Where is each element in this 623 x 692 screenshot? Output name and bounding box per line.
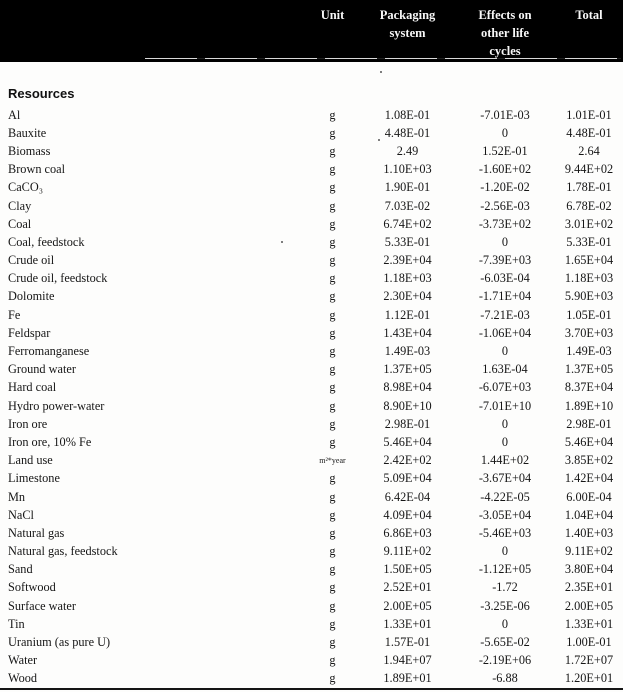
table-row <box>0 324 623 342</box>
total-value: 1.00E-01 <box>566 635 612 650</box>
table-row <box>0 561 623 579</box>
unit-value: g <box>329 671 336 686</box>
total-value: 1.78E-01 <box>566 180 612 195</box>
table-row <box>0 233 623 251</box>
unit-value: g <box>329 234 336 249</box>
unit-value: g <box>329 489 336 504</box>
effects-other-life-cycles-value: -5.46E+03 <box>478 525 532 540</box>
packaging-system-value: 2.52E+01 <box>383 580 432 595</box>
total-value: 9.44E+02 <box>564 162 614 177</box>
packaging-system-value: 2.00E+05 <box>383 598 432 613</box>
effects-other-life-cycles-value: -3.73E+02 <box>478 216 532 231</box>
bottom-rule <box>0 688 623 690</box>
table-body <box>0 106 623 688</box>
packaging-system-value: 5.46E+04 <box>383 434 432 449</box>
effects-other-life-cycles-value: 0 <box>501 434 509 449</box>
effects-other-life-cycles-value: -3.67E+04 <box>478 471 532 486</box>
total-value: 1.65E+04 <box>564 253 614 268</box>
resource-name: Al <box>8 107 21 122</box>
table-row <box>0 633 623 651</box>
table-row <box>0 615 623 633</box>
table-row <box>0 379 623 397</box>
total-value: 1.20E+01 <box>564 671 614 686</box>
table-row <box>0 288 623 306</box>
effects-other-life-cycles-value: 0 <box>501 234 509 249</box>
table-row <box>0 179 623 197</box>
unit-value: g <box>329 635 336 650</box>
table-row <box>0 142 623 160</box>
packaging-system-value: 2.39E+04 <box>383 253 432 268</box>
table-row <box>0 161 623 179</box>
table-row <box>0 397 623 415</box>
scan-speck <box>281 241 283 243</box>
packaging-system-value: 1.08E-01 <box>384 107 431 122</box>
total-value: 9.11E+02 <box>565 544 613 559</box>
table-row <box>0 652 623 670</box>
resource-name: Land use <box>8 453 53 468</box>
unit-value: g <box>329 416 336 431</box>
total-value: 1.18E+03 <box>564 271 614 286</box>
unit-value: g <box>329 598 336 613</box>
resource-name: Water <box>8 653 38 668</box>
total-value: 3.70E+03 <box>564 325 614 340</box>
packaging-system-value: 7.03E-02 <box>384 198 431 213</box>
resource-name: Crude oil <box>8 253 55 268</box>
effects-other-life-cycles-value: -7.39E+03 <box>478 253 532 268</box>
unit-value: g <box>329 307 336 322</box>
unit-value: g <box>329 271 336 286</box>
effects-other-life-cycles-value: 0 <box>501 544 509 559</box>
effects-other-life-cycles-value: 0 <box>501 616 509 631</box>
scan-speck <box>380 71 382 73</box>
total-value: 2.00E+05 <box>564 598 614 613</box>
effects-other-life-cycles-value: -6.03E-04 <box>480 271 530 286</box>
resource-name: Feldspar <box>8 325 51 340</box>
packaging-system-value: 6.74E+02 <box>383 216 432 231</box>
unit-value: g <box>329 216 336 231</box>
header-effects-other-life-cycles <box>455 0 555 60</box>
effects-other-life-cycles-value: -1.06E+04 <box>478 325 532 340</box>
total-value: 1.72E+07 <box>564 653 614 668</box>
table-row <box>0 452 623 470</box>
unit-value: g <box>329 362 336 377</box>
effects-other-life-cycles-value: -1.60E+02 <box>478 162 532 177</box>
unit-value: g <box>329 125 336 140</box>
resource-name: Hard coal <box>8 380 57 395</box>
resource-name: Coal <box>8 216 32 231</box>
total-value: 1.01E-01 <box>566 107 612 122</box>
packaging-system-value: 6.86E+03 <box>383 525 432 540</box>
table-row <box>0 270 623 288</box>
packaging-system-value: 1.49E-03 <box>384 344 431 359</box>
effects-other-life-cycles-value: -4.22E-05 <box>480 489 530 504</box>
packaging-system-value: 1.10E+03 <box>383 162 432 177</box>
header-spacer <box>0 0 305 6</box>
unit-value: m²*year <box>319 456 346 466</box>
unit-value: g <box>329 525 336 540</box>
packaging-system-value: 1.89E+01 <box>383 671 432 686</box>
unit-value: g <box>329 325 336 340</box>
effects-other-life-cycles-value: -6.88 <box>492 671 518 686</box>
table-row <box>0 106 623 124</box>
resource-name: Natural gas, feedstock <box>8 544 118 559</box>
resource-name: Clay <box>8 198 32 213</box>
packaging-system-value: 1.94E+07 <box>383 653 432 668</box>
resource-name: Iron ore, 10% Fe <box>8 434 92 449</box>
effects-other-life-cycles-value: 0 <box>501 344 509 359</box>
effects-other-life-cycles-value: 1.44E+02 <box>480 453 530 468</box>
resource-name: Coal, feedstock <box>8 234 85 249</box>
header-unit-label: Unit <box>320 8 345 22</box>
packaging-system-value: 1.90E-01 <box>384 180 431 195</box>
total-value: 1.40E+03 <box>564 525 614 540</box>
resource-name: Crude oil, feedstock <box>8 271 108 286</box>
total-value: 3.80E+04 <box>564 562 614 577</box>
header-packaging-system <box>360 0 455 42</box>
unit-value: g <box>329 580 336 595</box>
effects-other-life-cycles-value: -7.01E+10 <box>478 398 532 413</box>
packaging-system-value: 8.90E+10 <box>383 398 432 413</box>
total-value: 1.33E+01 <box>564 616 614 631</box>
table-row <box>0 488 623 506</box>
packaging-system-value: 2.49 <box>396 143 419 158</box>
packaging-system-value: 2.42E+02 <box>383 453 432 468</box>
unit-value: g <box>329 253 336 268</box>
packaging-system-value: 1.50E+05 <box>383 562 432 577</box>
resource-name: Uranium (as pure U) <box>8 635 111 650</box>
packaging-system-value: 1.57E-01 <box>384 635 431 650</box>
total-value: 6.00E-04 <box>566 489 612 504</box>
effects-other-life-cycles-value: -7.01E-03 <box>480 107 530 122</box>
resource-name: Limestone <box>8 471 60 486</box>
table-row <box>0 361 623 379</box>
header-total-label: Total <box>575 8 603 22</box>
unit-value: g <box>329 344 336 359</box>
resource-name: Iron ore <box>8 416 48 431</box>
effects-other-life-cycles-value: -6.07E+03 <box>478 380 532 395</box>
effects-other-life-cycles-value: -1.72 <box>492 580 518 595</box>
packaging-system-value: 4.09E+04 <box>383 507 432 522</box>
unit-value: g <box>329 143 336 158</box>
unit-value: g <box>329 434 336 449</box>
packaging-system-value: 1.43E+04 <box>383 325 432 340</box>
table-row <box>0 433 623 451</box>
resource-name: Bauxite <box>8 125 47 140</box>
section-title-resources: Resources <box>8 86 75 101</box>
total-value: 4.48E-01 <box>566 125 612 140</box>
total-value: 2.35E+01 <box>564 580 614 595</box>
resource-name: Ferromanganese <box>8 344 90 359</box>
effects-other-life-cycles-value: 0 <box>501 416 509 431</box>
header-effects-other-life-cycles-label: Effects on other life cycles <box>478 8 532 58</box>
resource-name: Wood <box>8 671 38 686</box>
packaging-system-value: 2.98E-01 <box>384 416 431 431</box>
total-value: 2.98E-01 <box>566 416 612 431</box>
total-value: 1.04E+04 <box>564 507 614 522</box>
resource-name: NaCl <box>8 507 34 522</box>
packaging-system-value: 1.33E+01 <box>383 616 432 631</box>
total-value: 3.85E+02 <box>564 453 614 468</box>
effects-other-life-cycles-value: -5.65E-02 <box>480 635 530 650</box>
packaging-system-value: 9.11E+02 <box>383 544 432 559</box>
total-value: 5.90E+03 <box>564 289 614 304</box>
table-row <box>0 597 623 615</box>
total-value: 5.33E-01 <box>566 234 612 249</box>
table-row <box>0 252 623 270</box>
header-unit <box>305 0 360 24</box>
effects-other-life-cycles-value: -3.25E-06 <box>480 598 530 613</box>
resource-name: Sand <box>8 562 33 577</box>
unit-value: g <box>329 616 336 631</box>
total-value: 6.78E-02 <box>566 198 612 213</box>
resource-name: CaCO₃ <box>8 180 44 195</box>
effects-other-life-cycles-value: -3.05E+04 <box>478 507 532 522</box>
unit-value: g <box>329 162 336 177</box>
unit-value: g <box>329 198 336 213</box>
total-value: 1.49E-03 <box>566 344 612 359</box>
total-value: 1.37E+05 <box>564 362 614 377</box>
resource-name: Natural gas <box>8 525 65 540</box>
effects-other-life-cycles-value: 1.52E-01 <box>482 143 528 158</box>
total-value: 8.37E+04 <box>564 380 614 395</box>
unit-value: g <box>329 471 336 486</box>
effects-other-life-cycles-value: -2.19E+06 <box>478 653 532 668</box>
table-row <box>0 543 623 561</box>
total-value: 3.01E+02 <box>564 216 614 231</box>
effects-other-life-cycles-value: -1.71E+04 <box>478 289 532 304</box>
resource-name: Dolomite <box>8 289 55 304</box>
header-band-rule <box>145 58 621 59</box>
resource-name: Fe <box>8 307 21 322</box>
table-row <box>0 215 623 233</box>
total-value: 5.46E+04 <box>564 434 614 449</box>
total-value: 1.05E-01 <box>566 307 612 322</box>
table-row <box>0 197 623 215</box>
unit-value: g <box>329 107 336 122</box>
total-value: 1.42E+04 <box>564 471 614 486</box>
table-row <box>0 306 623 324</box>
unit-value: g <box>329 180 336 195</box>
packaging-system-value: 4.48E-01 <box>384 125 431 140</box>
resource-name: Softwood <box>8 580 56 595</box>
table-row <box>0 470 623 488</box>
effects-other-life-cycles-value: -1.12E+05 <box>478 562 532 577</box>
header-total <box>555 0 623 24</box>
unit-value: g <box>329 562 336 577</box>
table-row <box>0 342 623 360</box>
unit-value: g <box>329 507 336 522</box>
table-row <box>0 670 623 688</box>
resource-name: Ground water <box>8 362 76 377</box>
unit-value: g <box>329 544 336 559</box>
effects-other-life-cycles-value: -7.21E-03 <box>480 307 530 322</box>
total-value: 2.64 <box>578 143 600 158</box>
effects-other-life-cycles-value: -1.20E-02 <box>480 180 530 195</box>
table-row <box>0 124 623 142</box>
table-row <box>0 579 623 597</box>
resource-name: Hydro power-water <box>8 398 105 413</box>
unit-value: g <box>329 380 336 395</box>
unit-value: g <box>329 653 336 668</box>
unit-value: g <box>329 398 336 413</box>
total-value: 1.89E+10 <box>564 398 614 413</box>
table-row <box>0 506 623 524</box>
packaging-system-value: 8.98E+04 <box>383 380 432 395</box>
packaging-system-value: 6.42E-04 <box>384 489 431 504</box>
header-packaging-system-label: Packaging system <box>379 8 436 40</box>
table-header-band <box>0 0 623 62</box>
effects-other-life-cycles-value: 1.63E-04 <box>482 362 528 377</box>
resource-name: Brown coal <box>8 162 66 177</box>
packaging-system-value: 1.37E+05 <box>383 362 432 377</box>
packaging-system-value: 5.09E+04 <box>383 471 432 486</box>
table-row <box>0 524 623 542</box>
packaging-system-value: 1.12E-01 <box>384 307 431 322</box>
resource-name: Tin <box>8 616 25 631</box>
effects-other-life-cycles-value: 0 <box>501 125 509 140</box>
resource-name: Surface water <box>8 598 76 613</box>
packaging-system-value: 5.33E-01 <box>384 234 431 249</box>
table-row <box>0 415 623 433</box>
effects-other-life-cycles-value: -2.56E-03 <box>480 198 530 213</box>
resource-name: Mn <box>8 489 26 504</box>
resource-name: Biomass <box>8 143 51 158</box>
unit-value: g <box>329 289 336 304</box>
packaging-system-value: 2.30E+04 <box>383 289 432 304</box>
scan-speck <box>378 139 380 141</box>
packaging-system-value: 1.18E+03 <box>383 271 432 286</box>
